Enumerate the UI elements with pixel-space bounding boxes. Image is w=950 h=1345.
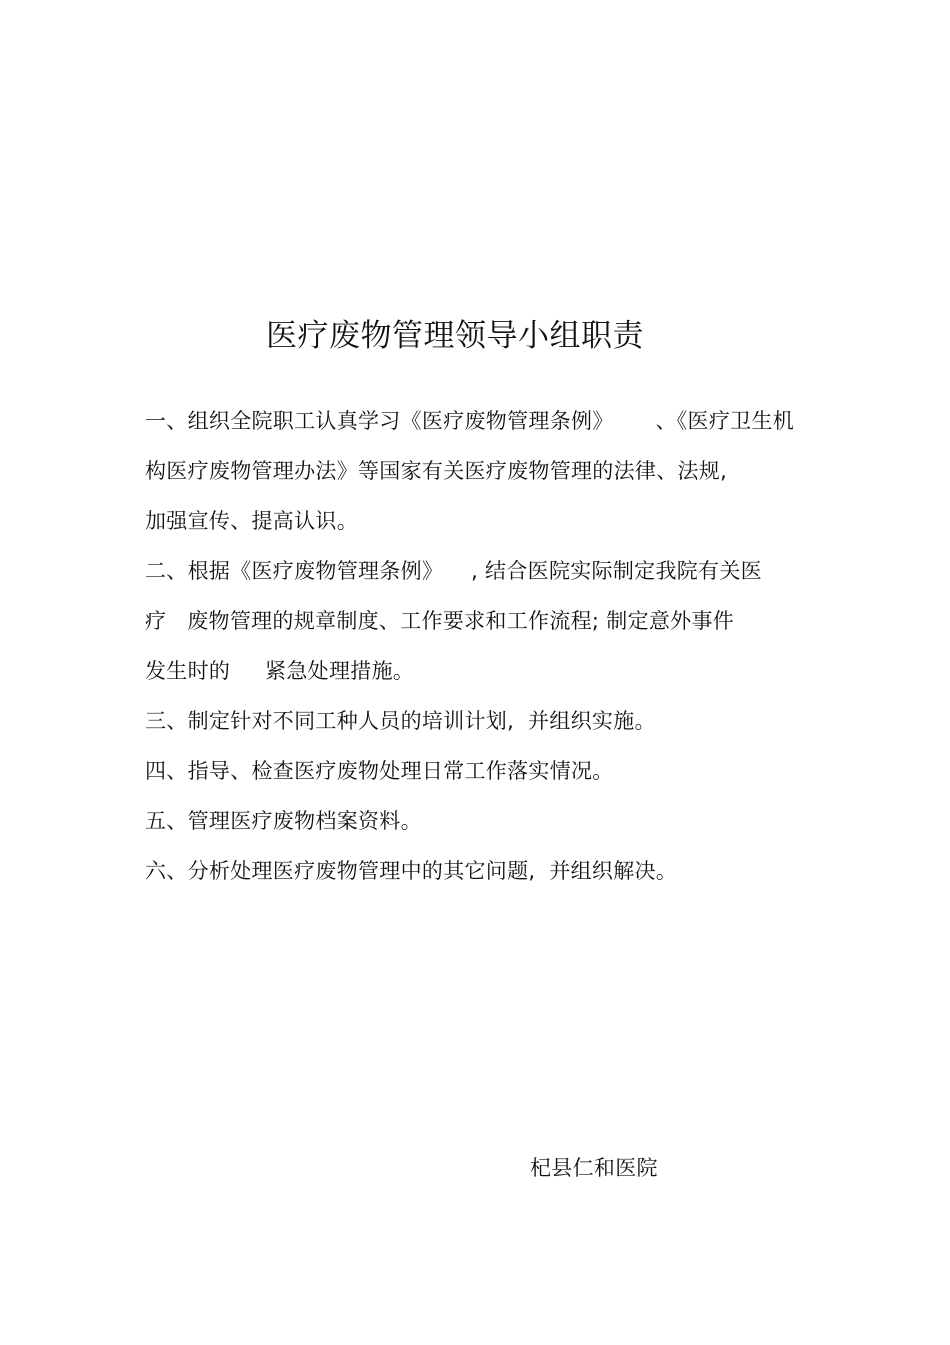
hospital-signature: 杞县仁和医院 xyxy=(530,1156,658,1180)
body-line-4: 二、根据《医疗废物管理条例》 , 结合医院实际制定我院有关医 xyxy=(145,559,762,583)
body-line-9: 五、管理医疗废物档案资料。 xyxy=(145,809,422,833)
document-title: 医疗废物管理领导小组职责 xyxy=(266,318,644,354)
body-line-6: 发生时的 紧急处理措施。 xyxy=(145,659,415,683)
body-line-7: 三、制定针对不同工种人员的培训计划, 并组织实施。 xyxy=(145,709,656,733)
body-line-2: 构医疗废物管理办法》等国家有关医疗废物管理的法律、法规, xyxy=(145,459,728,483)
body-line-8: 四、指导、检查医疗废物处理日常工作落实情况。 xyxy=(145,759,614,783)
body-line-10: 六、分析处理医疗废物管理中的其它问题, 并组织解决。 xyxy=(145,859,678,883)
body-line-1: 一、组织全院职工认真学习《医疗废物管理条例》 、《医疗卫生机 xyxy=(145,409,795,433)
body-line-5: 疗 废物管理的规章制度、工作要求和工作流程; 制定意外事件 xyxy=(145,609,735,633)
body-line-3: 加强宣传、提高认识。 xyxy=(145,509,358,533)
